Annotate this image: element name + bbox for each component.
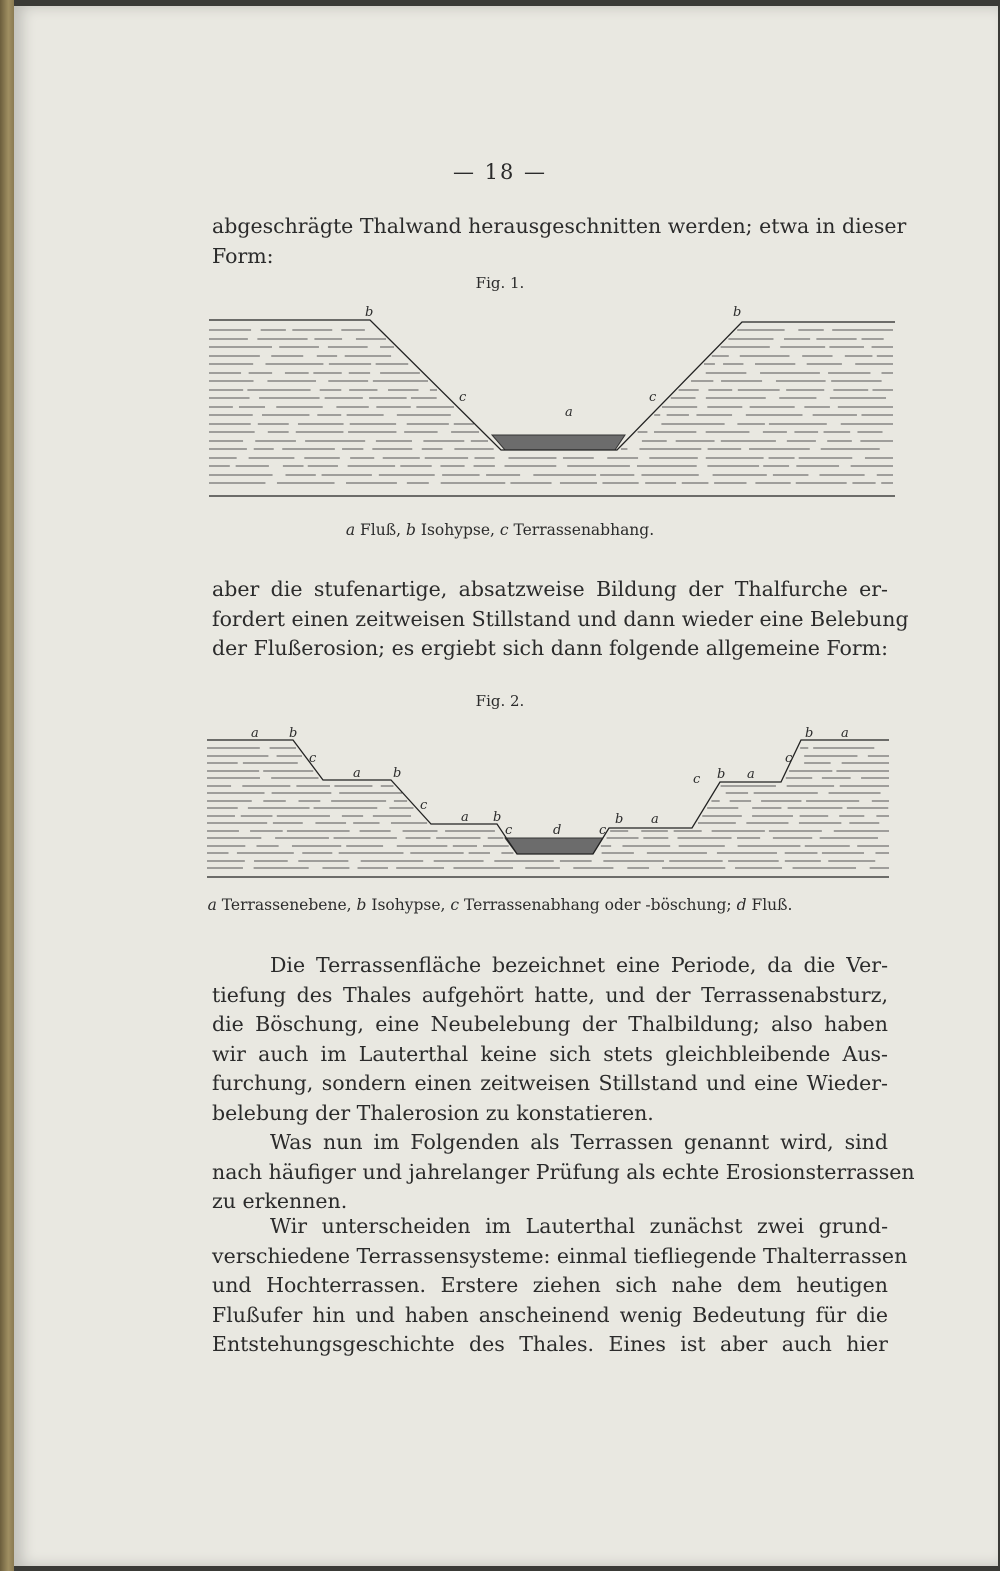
caption-text: Isohypse,	[415, 521, 500, 539]
fig2-letter-b: b	[805, 726, 814, 741]
text-line: Flußufer hin und haben anscheinend wenig Bedeutung für die	[212, 1302, 888, 1327]
caption-text: Terrassenabhang.	[508, 521, 655, 539]
text-line: nach häufiger und jahrelanger Prüfung als echte Erosionsterrassen	[212, 1159, 915, 1184]
caption-text: Terrassenabhang oder -böschung;	[459, 896, 737, 914]
fig2-letter-d: d	[553, 823, 562, 838]
text-line: der Flußerosion; es ergiebt sich dann folgende allgemeine Form:	[212, 636, 888, 661]
caption-text: Fluß.	[746, 896, 793, 914]
caption-letter: c	[450, 896, 460, 914]
fig2-letter-b: b	[615, 812, 624, 827]
caption-letter: c	[499, 521, 509, 539]
text-line: Form:	[212, 243, 274, 268]
fig2-caption	[0, 896, 1000, 914]
text-line: zu erkennen.	[212, 1189, 348, 1214]
text-line: abgeschrägte Thalwand herausgeschnitten werden; etwa in dieser	[212, 214, 907, 238]
fig1-label: Fig. 1.	[475, 274, 525, 292]
paragraph-2	[212, 1128, 915, 1217]
caption-text: Fluß,	[355, 521, 406, 539]
fig1-river	[492, 435, 625, 450]
caption-letter: d	[736, 896, 747, 914]
fig2-letter-c: c	[785, 751, 793, 766]
caption-letter: a	[345, 521, 356, 539]
text-line: die Böschung, eine Neubelebung der Thalbildung; also haben	[212, 1012, 888, 1037]
caption-letter: b	[356, 896, 367, 914]
text-line: tiefung des Thales aufgehört hatte, und der Terrassenabsturz,	[212, 982, 888, 1007]
text-line: fordert einen zeitweisen Stillstand und dann wieder eine Belebung	[212, 606, 909, 631]
fig1-letter-c-left: c	[459, 390, 467, 405]
text-line: Was nun im Folgenden als Terrassen genannt wird, sind	[270, 1130, 888, 1154]
fig2-letter-a: a	[651, 812, 659, 827]
fig2-letter-c: c	[309, 751, 317, 766]
fig2-letter-b: b	[717, 767, 726, 782]
fig1-letter-b-right: b	[733, 305, 742, 320]
fig2-letter-c: c	[693, 772, 701, 787]
fig2-letter-b: b	[393, 766, 402, 781]
text-line: belebung der Thalerosion zu konstatieren.	[212, 1100, 654, 1125]
fig1-letter-c-right: c	[649, 390, 657, 405]
fig2-letter-c: c	[505, 823, 513, 838]
fig1-diagram	[205, 300, 895, 505]
fig2-letter-c: c	[599, 823, 607, 838]
fig1-letter-b-left: b	[365, 305, 374, 320]
fig2-letter-a: a	[841, 726, 849, 741]
text-line: Wir unterscheiden im Lauterthal zunächst zwei grund-	[270, 1214, 888, 1238]
fig2-label: Fig. 2.	[475, 692, 525, 710]
fig2-letter-a: a	[251, 726, 259, 741]
fig2-letter-b: b	[289, 726, 298, 741]
fig2-letter-a: a	[747, 767, 755, 782]
fig2-letter-c: c	[420, 798, 428, 813]
fig2-letter-a: a	[353, 766, 361, 781]
caption-text: Isohypse,	[366, 896, 451, 914]
fig2-river	[505, 838, 603, 854]
paragraph-3	[212, 1212, 908, 1360]
paragraph-1	[212, 951, 888, 1129]
text-line: Die Terrassenfläche bezeichnet eine Periode, da die Ver-	[270, 953, 888, 977]
text-line: Entstehungsgeschichte des Thales. Eines ist aber auch hier	[212, 1332, 888, 1357]
page-number: — 18 —	[452, 160, 548, 184]
caption-letter: a	[207, 896, 217, 914]
text-line: wir auch im Lauterthal keine sich stets gleichbleibende Aus-	[212, 1041, 888, 1066]
fig1-caption	[0, 521, 1000, 539]
caption-text: Terrassenebene,	[216, 896, 357, 914]
text-line: aber die stufenartige, absatzweise Bildung der Thalfurche er-	[212, 577, 888, 601]
book-spine-edge	[0, 0, 14, 1571]
fig2-letter-b: b	[493, 810, 502, 825]
fig2-letter-a: a	[461, 810, 469, 825]
caption-letter: b	[405, 521, 416, 539]
text-line: verschiedene Terrassensysteme: einmal tiefliegende Thalterrassen	[212, 1243, 908, 1268]
text-line: und Hochterrassen. Erstere ziehen sich nahe dem heutigen	[212, 1273, 888, 1298]
middle-text	[212, 575, 909, 664]
fig2-diagram	[205, 720, 895, 885]
text-line: furchung, sondern einen zeitweisen Stillstand und eine Wieder-	[212, 1071, 888, 1096]
fig1-letter-a: a	[565, 405, 573, 420]
intro-text	[212, 212, 907, 271]
